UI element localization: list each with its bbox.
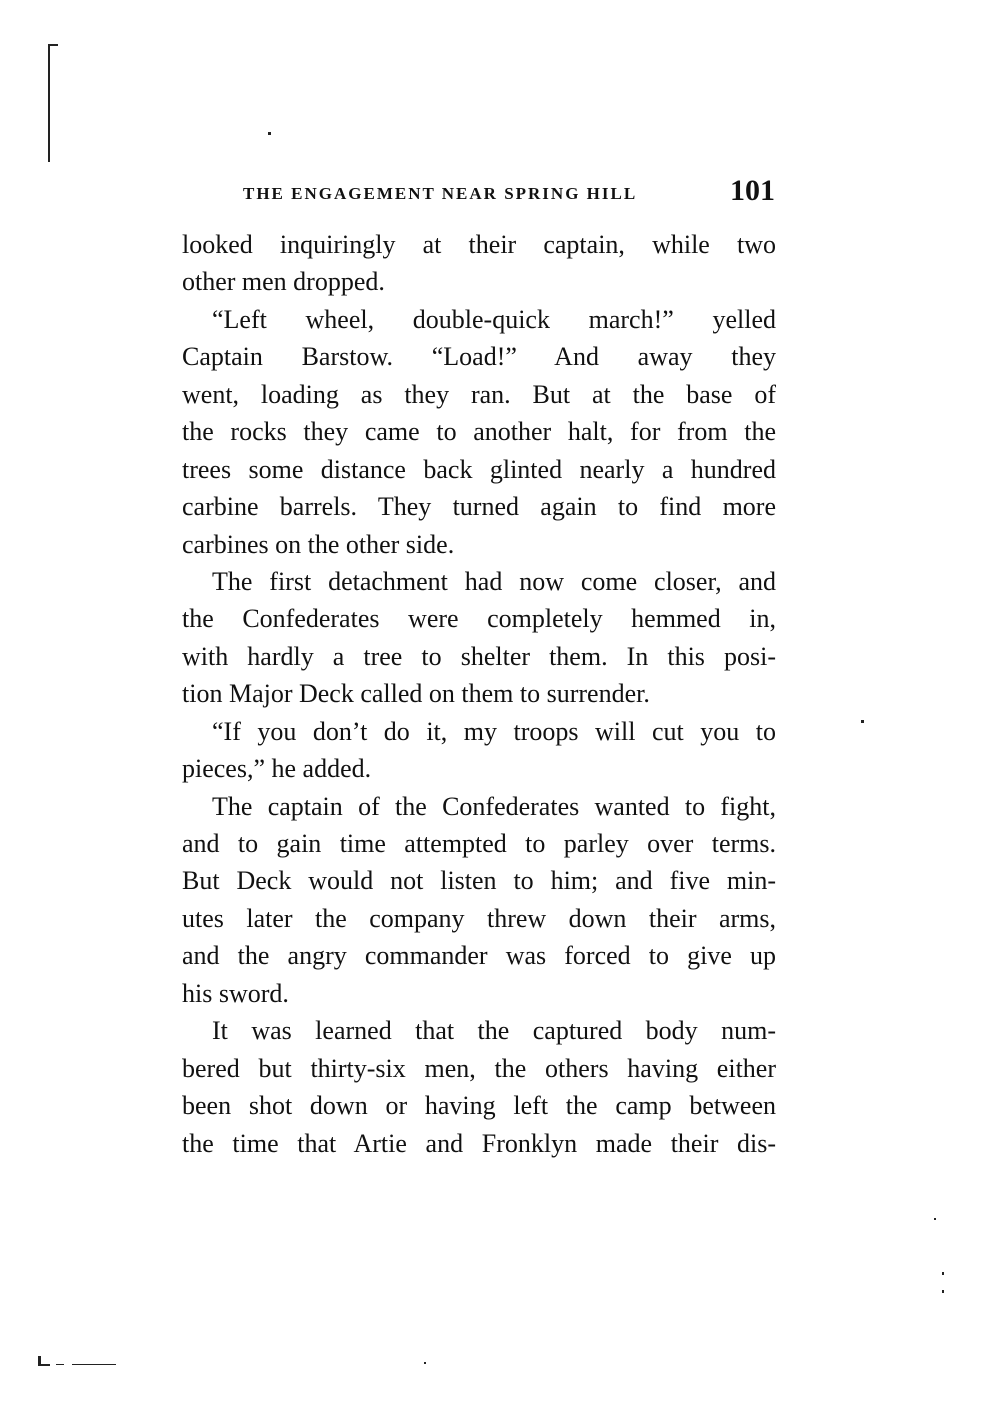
text-line: pieces,” he added.	[182, 754, 372, 784]
text-line: other men dropped.	[182, 267, 385, 297]
scan-speck	[942, 1290, 944, 1293]
text-line: trees some distance back glinted nearly a hundred	[182, 454, 776, 484]
text-line: carbine barrels. They turned again to find more	[182, 492, 776, 522]
text-line: utes later the company threw down their arms,	[182, 903, 776, 933]
text-line: the time that Artie and Fronklyn made their dis-	[182, 1128, 776, 1158]
scan-corner-mark	[38, 1364, 50, 1366]
scan-corner-mark	[56, 1364, 64, 1365]
page-number: 101	[730, 174, 775, 207]
scan-edge-mark	[48, 44, 50, 162]
text-line: went, loading as they ran. But at the base of	[182, 379, 776, 409]
scan-speck	[268, 132, 271, 135]
text-line: “Left wheel, double-quick march!” yelled	[212, 304, 776, 334]
scan-edge-mark-top	[48, 44, 58, 46]
text-line: the rocks they came to another halt, for from the	[182, 417, 776, 447]
running-head	[243, 170, 775, 214]
text-line: The captain of the Confederates wanted to fight,	[212, 791, 776, 821]
text-line: carbines on the other side.	[182, 529, 455, 559]
text-line: and to gain time attempted to parley over terms.	[182, 829, 776, 858]
text-line: his sword.	[182, 978, 289, 1008]
text-line: bered but thirty-six men, the others having either	[182, 1053, 776, 1083]
text-line: But Deck would not listen to him; and five min-	[182, 866, 776, 896]
text-line: been shot down or having left the camp between	[182, 1091, 776, 1121]
scan-speck	[861, 720, 864, 723]
text-line: with hardly a tree to shelter them. In this posi-	[182, 641, 776, 671]
scan-corner-mark	[72, 1364, 116, 1365]
text-line: The first detachment had now come closer, and	[212, 566, 776, 596]
scan-speck	[942, 1272, 944, 1275]
text-line: the Confederates were completely hemmed in,	[182, 604, 776, 634]
text-line: “If you don’t do it, my troops will cut you to	[212, 716, 776, 746]
text-line: and the angry commander was forced to give up	[182, 941, 776, 971]
scan-speck	[424, 1362, 426, 1364]
text-line: tion Major Deck called on them to surrender.	[182, 679, 650, 709]
body-text	[182, 226, 776, 1162]
scan-speck	[934, 1218, 936, 1220]
text-line: It was learned that the captured body num-	[212, 1016, 776, 1046]
running-title: THE ENGAGEMENT NEAR SPRING HILL	[243, 184, 638, 203]
text-line: Captain Barstow. “Load!” And away they	[182, 342, 776, 372]
text-line: looked inquiringly at their captain, while two	[182, 230, 776, 259]
